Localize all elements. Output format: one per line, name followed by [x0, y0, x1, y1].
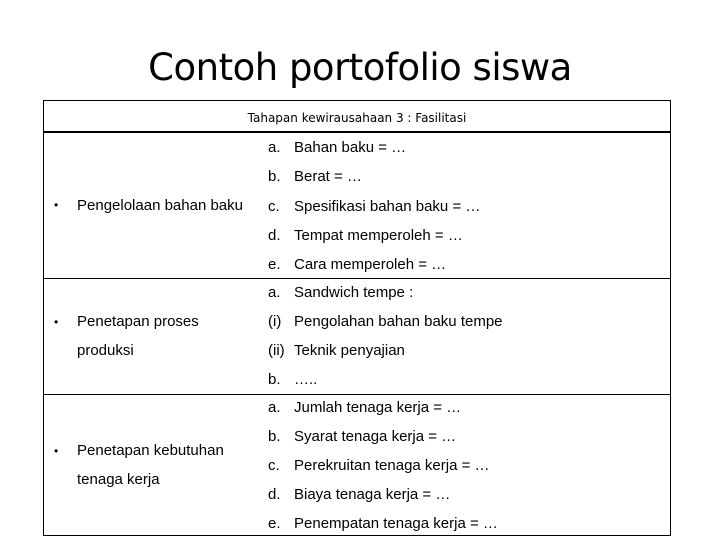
item-marker: d.	[268, 227, 281, 244]
item-text: Pengolahan bahan baku tempe	[294, 313, 503, 330]
list-item	[268, 451, 490, 481]
bullet-icon: •	[54, 198, 59, 212]
list-item	[268, 162, 362, 192]
item-marker: e.	[268, 256, 281, 273]
bullet-icon: •	[54, 444, 59, 458]
section-label: Penetapan kebutuhan	[77, 442, 224, 459]
section-label: produksi	[77, 342, 134, 359]
item-text: Teknik penyajian	[294, 342, 405, 359]
list-item	[268, 192, 480, 222]
item-text: Perekruitan tenaga kerja = …	[294, 457, 490, 474]
item-text: Biaya tenaga kerja = …	[294, 486, 451, 503]
item-text: Jumlah tenaga kerja = …	[294, 399, 462, 416]
item-marker: a.	[268, 399, 281, 416]
item-marker: c.	[268, 198, 280, 215]
list-item	[268, 422, 456, 452]
section-label: Pengelolaan bahan baku	[77, 197, 243, 214]
item-text: Spesifikasi bahan baku = …	[294, 198, 481, 215]
item-text: Syarat tenaga kerja = …	[294, 428, 457, 445]
list-item	[268, 133, 406, 163]
item-text: Bahan baku = …	[294, 139, 407, 156]
list-item	[268, 365, 317, 395]
bullet-icon: •	[54, 315, 59, 329]
item-text: Penempatan tenaga kerja = …	[294, 515, 498, 532]
item-text: …..	[294, 371, 318, 388]
item-marker: e.	[268, 515, 281, 532]
page-title: Contoh portofolio siswa	[148, 46, 572, 89]
item-marker: c.	[268, 457, 280, 474]
item-marker: b.	[268, 371, 281, 388]
list-item	[268, 250, 446, 280]
item-text: Tempat memperoleh = …	[294, 227, 463, 244]
item-marker: b.	[268, 428, 281, 445]
list-item	[268, 278, 413, 308]
section-label: Penetapan proses	[77, 313, 199, 330]
item-marker: b.	[268, 168, 281, 185]
item-marker: (ii)	[268, 342, 285, 359]
list-item	[268, 307, 503, 337]
item-text: Berat = …	[294, 168, 362, 185]
portfolio-table	[43, 100, 671, 536]
section-label: tenaga kerja	[77, 471, 160, 488]
item-marker: a.	[268, 284, 281, 301]
item-text: Cara memperoleh = …	[294, 256, 447, 273]
list-item	[268, 221, 463, 251]
item-marker: (i)	[268, 313, 282, 330]
list-item	[268, 336, 405, 366]
list-item	[268, 509, 498, 539]
list-item	[268, 480, 450, 510]
item-marker: d.	[268, 486, 281, 503]
list-item	[268, 393, 461, 423]
item-text: Sandwich tempe :	[294, 284, 414, 301]
item-marker: a.	[268, 139, 281, 156]
table-header: Tahapan kewirausahaan 3 : Fasilitasi	[44, 101, 670, 133]
